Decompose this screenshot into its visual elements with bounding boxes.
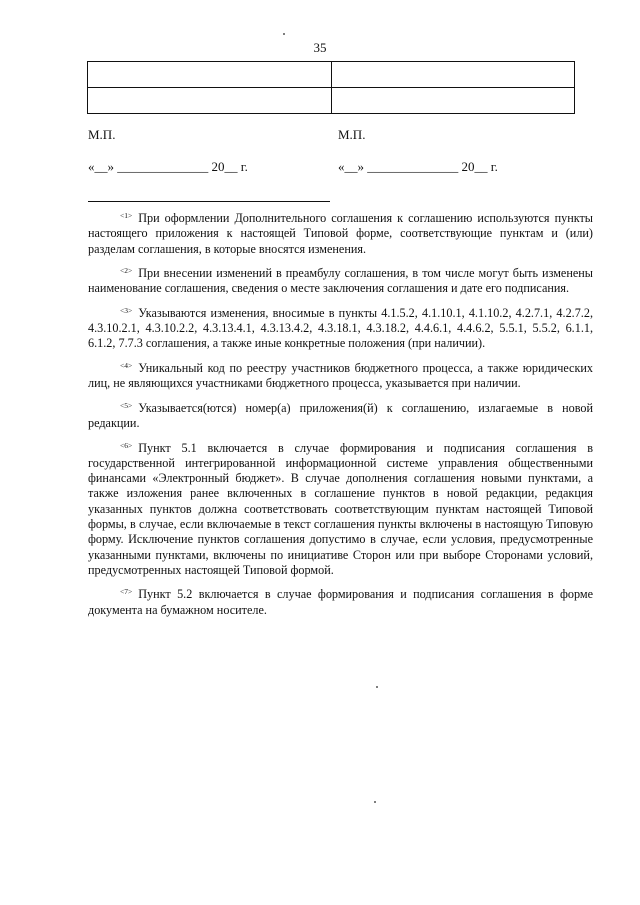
footnote xyxy=(88,263,593,297)
footnote-text: Пункт 5.1 включается в случае формирования и подписания соглашения в государственной интегрированной информационной системе управления общественными финансами «Электронный бюджет». В случае дополнения соглашения новыми пунктами, а также изложения ранее включенных в соглашение пунктов в новой редакции, редакция указанных пунктов должна соответствовать соответствующим пунктам настоящей Типовой формы, в случае, если включаемые в текст соглашения пункты включены в настоящую Типовую форму. Исключение пунктов соглашения допустимо в случае, если условия, предусмотренные указанными пунктами, включены по инициативе Сторон или при выборе Сторонами условий, предусмотренных настоящей Типовой формой. xyxy=(88,440,593,577)
footnote-text: При внесении изменений в преамбулу соглашения, в том числе могут быть изменены наименование соглашения, сведения о месте заключения соглашения и дате его подписания. xyxy=(88,266,593,296)
table-cell xyxy=(331,62,575,88)
footnotes xyxy=(88,208,593,624)
right-stamp-label: М.П. xyxy=(338,127,366,142)
footnote xyxy=(88,438,593,579)
footnote-mark: <1> xyxy=(120,211,133,220)
left-date-line: «__» ______________ 20__ г. xyxy=(88,159,248,174)
left-stamp-label: М.П. xyxy=(88,127,116,142)
footnote-mark: <7> xyxy=(120,587,133,597)
page-number: 35 xyxy=(313,40,327,55)
footnote-text: Уникальный код по реестру участников бюджетного процесса, а также юридических лиц, не являющихся участниками бюджетного процесса, указывается при наличии. xyxy=(88,360,593,391)
footnote-text: При оформлении Дополнительного соглашения к соглашению используются пункты настоящего приложения к настоящей Типовой форме, соответствующие пунктам и (или) разделам соглашения, в которые вносятся изменения. xyxy=(88,211,593,256)
right-date-line: «__» ______________ 20__ г. xyxy=(338,159,498,174)
footnote-text: Указываются изменения, вносимые в пункты 4.1.5.2, 4.1.10.1, 4.1.10.2, 4.2.7.1, 4.2.7.2, 4.3.10.2.1, 4.3.10.2.2, 4.3.13.4.1, 4.3.13.4.2, 4.3.18.1, 4.3.18.2, 4.4.6.1, 4.4.6.2, 5.5.1, 5.5.2, 6.1.1, 6.1.2, 7.7.3 соглашения, а также иные конкретные положения (при наличии). xyxy=(88,305,593,351)
footnote xyxy=(88,398,593,432)
footnote xyxy=(88,208,593,257)
footnote xyxy=(88,584,593,618)
table-cell xyxy=(88,88,332,114)
footnote-mark: <2> xyxy=(120,266,133,276)
footnote-text: Указывается(ются) номер(а) приложения(й) к соглашению, излагаемые в новой редакции. xyxy=(88,400,593,431)
table-row xyxy=(88,88,575,114)
footnote-text: Пункт 5.2 включается в случае формирования и подписания соглашения в форме документа на бумажном носителе. xyxy=(88,587,593,617)
footnote-mark: <3> xyxy=(120,305,133,315)
footnote-mark: <6> xyxy=(120,440,133,450)
signature-table xyxy=(87,61,575,114)
scan-speck xyxy=(283,33,285,35)
table-cell xyxy=(88,62,332,88)
footnote xyxy=(88,358,593,392)
table-cell xyxy=(331,88,575,114)
footnote-mark: <4> xyxy=(120,360,133,370)
footnote xyxy=(88,303,593,352)
footnote-mark: <5> xyxy=(120,400,133,410)
scan-speck xyxy=(376,686,378,688)
footnote-separator xyxy=(88,201,330,202)
scan-speck xyxy=(374,801,376,803)
table-row xyxy=(88,62,575,88)
